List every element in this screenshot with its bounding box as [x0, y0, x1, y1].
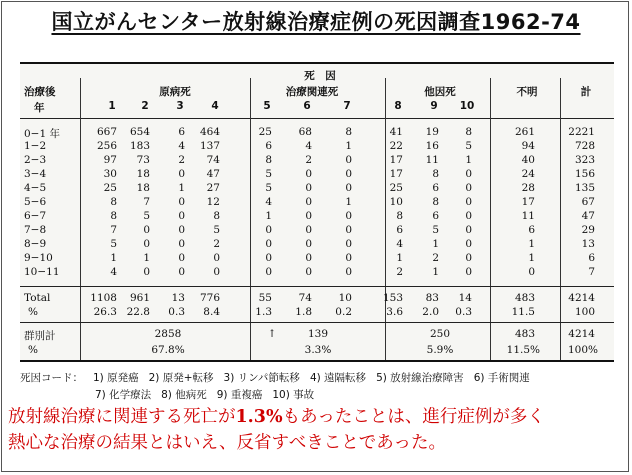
- table-cell: 183: [129, 140, 150, 152]
- header-total: 計: [580, 86, 592, 98]
- table-cell: 2: [396, 266, 403, 278]
- table-cell: 24: [521, 168, 535, 180]
- table-cell: 654: [129, 126, 150, 138]
- table-cell: 4: [178, 140, 185, 152]
- total-cell: 1108: [90, 292, 117, 304]
- table-cell: 74: [206, 154, 220, 166]
- legend-item: 4) 遠隔転移: [309, 372, 367, 384]
- table-cell: 135: [574, 182, 595, 194]
- percent-label: %: [28, 306, 38, 318]
- group-total: 4214: [568, 328, 595, 340]
- header-treatment-related: 治療関連死: [285, 86, 339, 98]
- table-cell: 8: [345, 126, 352, 138]
- table-cell: 0: [345, 154, 352, 166]
- group-unknown-pct: 11.5%: [506, 344, 540, 356]
- table-cell: 22: [389, 140, 403, 152]
- table-cell: 1: [528, 238, 535, 250]
- table-cell: 4: [110, 266, 117, 278]
- table-cell: 0: [465, 210, 472, 222]
- table-cell: 2: [178, 154, 185, 166]
- table-cell: 0: [305, 266, 312, 278]
- table-cell: 0: [465, 182, 472, 194]
- header-col-number: 9: [430, 100, 438, 112]
- table-cell: 4: [396, 238, 403, 250]
- header-col-number: 3: [176, 100, 184, 112]
- table-cell: 7: [110, 224, 117, 236]
- percent-cell: 1.8: [295, 306, 312, 318]
- total-cell: 776: [199, 292, 220, 304]
- table-cell: 0: [345, 224, 352, 236]
- rule-line: [20, 286, 614, 287]
- table-cell: 0: [213, 252, 220, 264]
- table-cell: 27: [206, 182, 220, 194]
- table-cell: 25: [103, 182, 117, 194]
- row-label: 9−10: [24, 252, 53, 264]
- row-label: 7−8: [24, 224, 47, 236]
- row-label: 3−4: [24, 168, 47, 180]
- table-cell: 0: [465, 238, 472, 250]
- table-cell: 8: [110, 196, 117, 208]
- total-cell: 55: [258, 292, 272, 304]
- table-cell: 1: [265, 210, 272, 222]
- header-col-number: 1: [108, 100, 116, 112]
- table-cell: 137: [199, 140, 220, 152]
- table-cell: 261: [514, 126, 535, 138]
- row-label: 1−2: [24, 140, 47, 152]
- total-label: Total: [24, 292, 51, 304]
- table-cell: 323: [574, 154, 595, 166]
- group-primary-pct: 67.8%: [151, 344, 185, 356]
- table-cell: 8: [465, 126, 472, 138]
- table-cell: 0: [305, 196, 312, 208]
- group-other: 250: [429, 328, 451, 340]
- table-cell: 0: [465, 224, 472, 236]
- note-line-1: [8, 404, 628, 430]
- table-cell: 8: [213, 210, 220, 222]
- table-cell: 5: [265, 168, 272, 180]
- percent-cell: 2.0: [422, 306, 439, 318]
- table-cell: 1: [432, 238, 439, 250]
- table-cell: 2221: [568, 126, 595, 138]
- percent-cell: 8.4: [203, 306, 220, 318]
- table-cell: 97: [103, 154, 117, 166]
- row-label: 0−1 年: [24, 128, 60, 140]
- group-treatment-pct: 3.3%: [304, 344, 332, 356]
- legend-item: 6) 手術関連: [473, 372, 530, 384]
- table-cell: 41: [389, 126, 403, 138]
- table-cell: 0: [305, 238, 312, 250]
- table-cell: 0: [465, 196, 472, 208]
- table-cell: 464: [199, 126, 220, 138]
- table-cell: 0: [265, 266, 272, 278]
- table-cell: 0: [345, 238, 352, 250]
- table-cell: 4: [305, 140, 312, 152]
- table-cell: 47: [206, 168, 220, 180]
- table-cell: 0: [178, 210, 185, 222]
- table-cell: 0: [178, 224, 185, 236]
- header-col-number: 7: [343, 100, 351, 112]
- header-cause-group: 死 因: [304, 70, 336, 82]
- table-cell: 5: [110, 238, 117, 250]
- table-cell: 18: [136, 168, 150, 180]
- table-cell: 0: [178, 252, 185, 264]
- table-cell: 1: [432, 266, 439, 278]
- table-cell: 1: [465, 154, 472, 166]
- table-cell: 1: [396, 252, 403, 264]
- table-cell: 728: [574, 140, 595, 152]
- table-cell: 17: [389, 154, 403, 166]
- table-cell: 156: [574, 168, 595, 180]
- table-cell: 0: [345, 210, 352, 222]
- table-cell: 73: [136, 154, 150, 166]
- group-unknown: 483: [514, 328, 535, 340]
- table-cell: 0: [345, 182, 352, 194]
- table-cell: 25: [258, 126, 272, 138]
- header-col-number: 10: [459, 100, 475, 112]
- header-col-number: 4: [211, 100, 219, 112]
- table-cell: 1: [110, 252, 117, 264]
- legend-item: 2) 原発+転移: [148, 372, 214, 384]
- header-col-number: 8: [394, 100, 402, 112]
- legend-item: 9) 重複癌: [216, 389, 263, 401]
- group-total-label: 群別計: [24, 330, 56, 342]
- slide-title: 国立がんセンター放射線治療症例の死因調査1962-74: [51, 10, 581, 34]
- table-cell: 0: [465, 168, 472, 180]
- legend-item: 10) 事故: [272, 389, 315, 401]
- table-cell: 17: [389, 168, 403, 180]
- table-cell: 0: [345, 252, 352, 264]
- table-cell: 29: [581, 224, 595, 236]
- table-cell: 0: [213, 266, 220, 278]
- table-cell: 94: [521, 140, 535, 152]
- table-cell: 667: [96, 126, 117, 138]
- rule-line: [20, 322, 614, 323]
- rule-line: [20, 360, 614, 362]
- table-cell: 11: [425, 154, 439, 166]
- note-text: もあったことは、進行症例が多く: [282, 407, 545, 427]
- table-cell: 0: [178, 196, 185, 208]
- table-cell: 18: [136, 182, 150, 194]
- table-cell: 5: [465, 140, 472, 152]
- percent-cell: 0.3: [455, 306, 472, 318]
- table-cell: 1: [345, 140, 352, 152]
- table-cell: 0: [305, 252, 312, 264]
- table-cell: 6: [588, 252, 595, 264]
- table-cell: 17: [521, 196, 535, 208]
- table-cell: 0: [265, 238, 272, 250]
- legend-item: 1) 原発癌: [93, 372, 139, 384]
- table-cell: 2: [305, 154, 312, 166]
- table-cell: 6: [396, 224, 403, 236]
- table-cell: 11: [521, 210, 535, 222]
- table-cell: 5: [143, 210, 150, 222]
- table-cell: 0: [143, 238, 150, 250]
- note-line-2: 熱心な治療の結果とはいえ、反省すべきことであった。: [8, 433, 447, 453]
- total-cell: 83: [425, 292, 439, 304]
- legend-line-1: [20, 370, 620, 387]
- table-cell: 0: [143, 224, 150, 236]
- table-cell: 0: [178, 238, 185, 250]
- row-label: 6−7: [24, 210, 47, 222]
- table-cell: 1: [178, 182, 185, 194]
- note-highlight: 1.3%: [235, 407, 283, 427]
- table-cell: 0: [265, 252, 272, 264]
- percent-cell: 1.3: [255, 306, 272, 318]
- total-cell: 4214: [568, 292, 595, 304]
- table-cell: 0: [465, 252, 472, 264]
- percent-cell: 3.6: [386, 306, 403, 318]
- table-cell: 0: [305, 168, 312, 180]
- total-cell: 10: [338, 292, 352, 304]
- table-cell: 16: [425, 140, 439, 152]
- column-divider: [560, 78, 561, 360]
- table-cell: 12: [206, 196, 220, 208]
- table-cell: 8: [432, 168, 439, 180]
- table-cell: 0: [143, 266, 150, 278]
- table-cell: 25: [389, 182, 403, 194]
- group-total-pct: 100%: [567, 344, 598, 356]
- table-cell: 40: [521, 154, 535, 166]
- table-cell: 7: [143, 196, 150, 208]
- group-treatment: 139: [307, 328, 329, 340]
- table-cell: 19: [425, 126, 439, 138]
- header-other-cause: 他因死: [424, 86, 456, 98]
- group-primary: 2858: [154, 328, 182, 340]
- table-cell: 47: [581, 210, 595, 222]
- table-cell: 0: [305, 224, 312, 236]
- total-cell: 14: [458, 292, 472, 304]
- legend-item: 3) リンパ節転移: [223, 372, 300, 384]
- table-cell: 8: [110, 210, 117, 222]
- table-cell: 67: [581, 196, 595, 208]
- legend-line-2: [20, 387, 620, 404]
- group-percent-label: %: [28, 344, 38, 356]
- table-cell: 0: [178, 168, 185, 180]
- commentary-note: [8, 404, 628, 456]
- table-cell: 10: [389, 196, 403, 208]
- table-cell: 0: [178, 266, 185, 278]
- header-unknown: 不明: [516, 86, 538, 98]
- row-label: 2−3: [24, 154, 47, 166]
- cause-code-legend: [20, 370, 620, 404]
- table-cell: 5: [432, 224, 439, 236]
- group-arrow: ↑: [267, 328, 277, 340]
- table-cell: 256: [96, 140, 117, 152]
- header-year-label: 年: [34, 102, 45, 114]
- table-cell: 6: [432, 182, 439, 194]
- note-text: 放射線治療に関連する死亡が: [8, 407, 236, 427]
- table-cell: 13: [581, 238, 595, 250]
- table-cell: 4: [265, 196, 272, 208]
- table-cell: 0: [345, 168, 352, 180]
- total-cell: 13: [171, 292, 185, 304]
- legend-item: 7) 化学療法: [95, 389, 152, 401]
- header-col-number: 6: [303, 100, 311, 112]
- rule-line: [20, 118, 614, 119]
- group-other-pct: 5.9%: [426, 344, 454, 356]
- table-cell: 1: [143, 252, 150, 264]
- table-cell: 6: [265, 140, 272, 152]
- table-cell: 8: [265, 154, 272, 166]
- table-cell: 0: [345, 266, 352, 278]
- percent-cell: 26.3: [93, 306, 117, 318]
- rule-line: [20, 62, 614, 64]
- table-cell: 0: [528, 266, 535, 278]
- column-divider: [80, 78, 81, 360]
- total-cell: 961: [129, 292, 150, 304]
- table-cell: 28: [521, 182, 535, 194]
- total-cell: 483: [514, 292, 535, 304]
- death-cause-table: [20, 62, 614, 362]
- table-cell: 0: [465, 266, 472, 278]
- legend-item: 5) 放射線治療障害: [376, 372, 464, 384]
- table-cell: 0: [265, 224, 272, 236]
- table-cell: 7: [588, 266, 595, 278]
- percent-cell: 11.5: [511, 306, 535, 318]
- total-cell: 74: [298, 292, 312, 304]
- total-cell: 153: [382, 292, 403, 304]
- percent-cell: 0.2: [335, 306, 352, 318]
- header-col-number: 5: [263, 100, 271, 112]
- legend-label: 死因コード：: [20, 372, 83, 384]
- table-cell: 2: [432, 252, 439, 264]
- table-cell: 6: [432, 210, 439, 222]
- legend-item: 8) 他病死: [161, 389, 207, 401]
- table-cell: 8: [396, 210, 403, 222]
- table-cell: 0: [305, 182, 312, 194]
- row-label: 4−5: [24, 182, 47, 194]
- header-primary-death: 原病死: [159, 86, 191, 98]
- table-cell: 1: [528, 252, 535, 264]
- table-cell: 2: [213, 238, 220, 250]
- table-cell: 8: [432, 196, 439, 208]
- table-cell: 5: [213, 224, 220, 236]
- header-row-label: 治療後: [24, 86, 56, 98]
- row-label: 5−6: [24, 196, 47, 208]
- table-cell: 1: [345, 196, 352, 208]
- table-cell: 0: [305, 210, 312, 222]
- table-cell: 68: [298, 126, 312, 138]
- table-cell: 5: [265, 182, 272, 194]
- table-cell: 6: [528, 224, 535, 236]
- percent-cell: 100: [574, 306, 595, 318]
- column-divider: [250, 78, 251, 360]
- percent-cell: 22.8: [126, 306, 150, 318]
- column-divider: [490, 78, 491, 360]
- table-cell: 30: [103, 168, 117, 180]
- row-label: 8−9: [24, 238, 47, 250]
- percent-cell: 0.3: [168, 306, 185, 318]
- row-label: 10−11: [24, 266, 60, 278]
- header-col-number: 2: [141, 100, 149, 112]
- table-cell: 6: [178, 126, 185, 138]
